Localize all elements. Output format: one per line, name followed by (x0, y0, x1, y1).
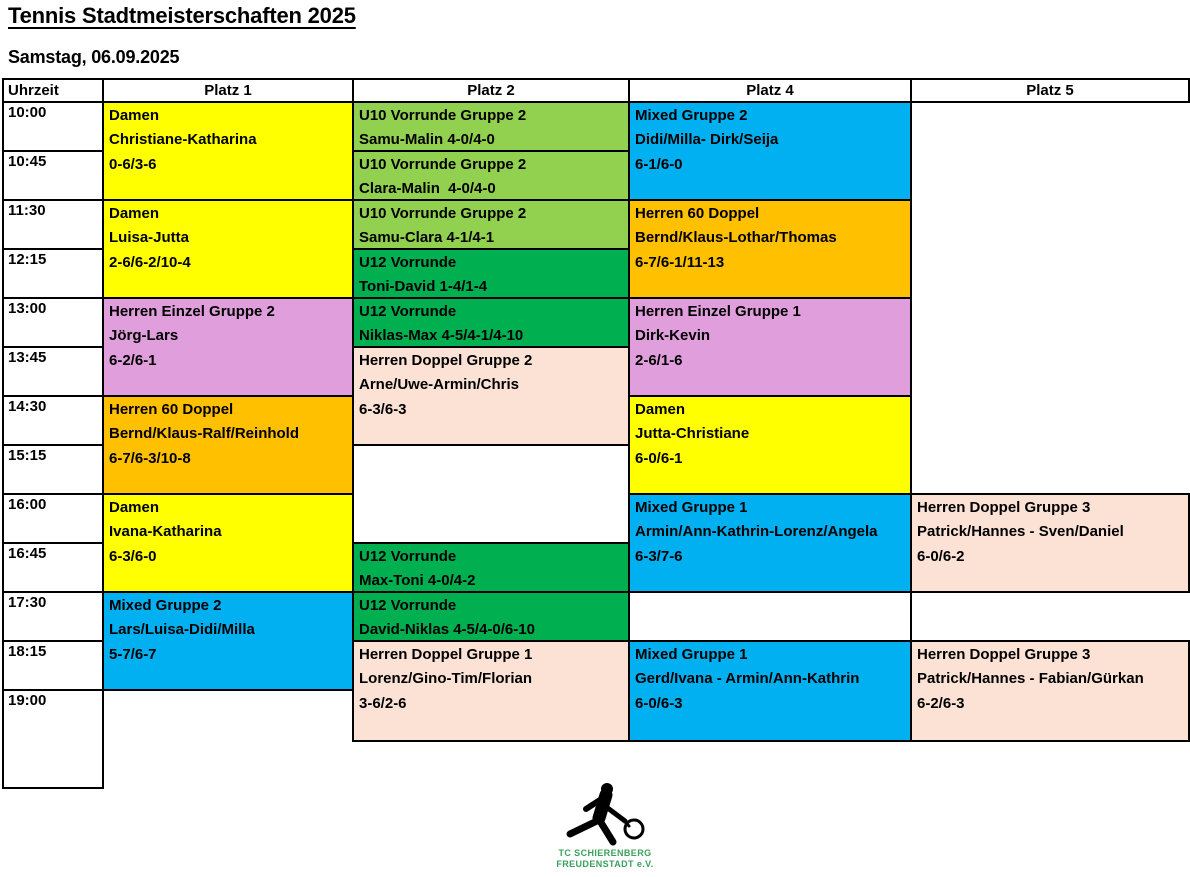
date-heading: Samstag, 06.09.2025 (8, 47, 180, 67)
match-block (102, 591, 354, 691)
match-line: 6-0/6-3 (635, 694, 683, 712)
match-block (352, 640, 630, 742)
club-name-line2: FREUDENSTADT e.V. (556, 859, 654, 869)
club-name-line1: TC SCHIERENBERG (558, 848, 652, 858)
time-cell-12-15: 12:15 (2, 248, 104, 299)
match-block (910, 493, 1190, 593)
time-cell-18-15: 18:15 (2, 640, 104, 691)
match-line: Samu-Clara 4-1/4-1 (359, 229, 495, 247)
time-cell-14-30: 14:30 (2, 395, 104, 446)
match-line: 6-7/6-1/11-13 (635, 253, 725, 271)
empty-cell (352, 444, 630, 544)
match-line: Mixed Gruppe 2 (635, 107, 748, 124)
match-block (628, 199, 912, 299)
match-block (102, 101, 354, 201)
match-line: 2-6/6-2/10-4 (109, 253, 191, 271)
match-line: Damen (109, 205, 160, 222)
match-line: U12 Vorrunde (359, 303, 457, 320)
match-block (352, 150, 630, 201)
match-line: Arne/Uwe-Armin/Chris (359, 376, 520, 394)
column-header-platz4: Platz 4 (628, 78, 912, 103)
match-line: U12 Vorrunde (359, 597, 457, 614)
page-title: Tennis Stadtmeisterschaften 2025 (8, 3, 356, 28)
match-block (352, 199, 630, 250)
time-cell-16-00: 16:00 (2, 493, 104, 544)
match-block (628, 297, 912, 397)
match-line: Damen (635, 401, 686, 418)
match-line: U10 Vorrunde Gruppe 2 (359, 205, 527, 222)
match-line: 6-2/6-3 (917, 694, 965, 712)
match-line: Lars/Luisa-Didi/Milla (109, 621, 255, 639)
match-line: Ivana-Katharina (109, 523, 222, 541)
match-line: Armin/Ann-Kathrin-Lorenz/Angela (635, 523, 878, 541)
match-line: 2-6/1-6 (635, 351, 683, 369)
match-block (352, 542, 630, 593)
match-line: 6-0/6-1 (635, 449, 683, 467)
match-block (628, 101, 912, 201)
time-column-header: Uhrzeit (2, 78, 104, 103)
match-line: Patrick/Hannes - Sven/Daniel (917, 523, 1124, 541)
match-line: 6-3/7-6 (635, 547, 683, 565)
match-line: 5-7/6-7 (109, 645, 157, 663)
match-line: Jutta-Christiane (635, 425, 750, 443)
match-line: Herren Doppel Gruppe 3 (917, 646, 1091, 663)
match-line: Mixed Gruppe 1 (635, 646, 748, 663)
match-block (352, 101, 630, 152)
match-line: U10 Vorrunde Gruppe 2 (359, 107, 527, 124)
match-line: Patrick/Hannes - Fabian/Gürkan (917, 670, 1144, 688)
match-line: Luisa-Jutta (109, 229, 190, 247)
time-cell-17-30: 17:30 (2, 591, 104, 642)
column-header-platz2: Platz 2 (352, 78, 630, 103)
time-cell-13-00: 13:00 (2, 297, 104, 348)
match-line: Herren Doppel Gruppe 3 (917, 499, 1091, 516)
match-line: Christiane-Katharina (109, 131, 257, 149)
time-cell-10-00: 10:00 (2, 101, 104, 152)
match-line: 0-6/3-6 (109, 155, 157, 173)
match-block (628, 493, 912, 593)
match-line: 6-3/6-0 (109, 547, 157, 565)
match-line: Niklas-Max 4-5/4-1/4-10 (359, 327, 524, 345)
match-block (102, 493, 354, 593)
match-line: Samu-Malin 4-0/4-0 (359, 131, 495, 149)
match-line: Didi/Milla- Dirk/Seija (635, 131, 779, 149)
column-header-platz5: Platz 5 (910, 78, 1190, 103)
match-block (352, 591, 630, 642)
match-block (352, 297, 630, 348)
match-line: 6-2/6-1 (109, 351, 157, 369)
match-line: David-Niklas 4-5/4-0/6-10 (359, 621, 535, 639)
match-line: Max-Toni 4-0/4-2 (359, 572, 476, 590)
match-line: 6-0/6-2 (917, 547, 965, 565)
match-line: Herren Doppel Gruppe 2 (359, 352, 533, 369)
match-line: Damen (109, 499, 160, 516)
match-block (102, 297, 354, 397)
match-line: Herren Einzel Gruppe 1 (635, 303, 801, 320)
time-cell-15-15: 15:15 (2, 444, 104, 495)
column-header-platz1: Platz 1 (102, 78, 354, 103)
match-line: Dirk-Kevin (635, 327, 711, 345)
match-line: U10 Vorrunde Gruppe 2 (359, 156, 527, 173)
match-line: Lorenz/Gino-Tim/Florian (359, 670, 533, 688)
empty-cell (628, 591, 912, 642)
match-block (352, 248, 630, 299)
match-block (102, 199, 354, 299)
match-line: Herren 60 Doppel (109, 401, 234, 418)
time-cell-16-45: 16:45 (2, 542, 104, 593)
match-line: 3-6/2-6 (359, 694, 407, 712)
match-line: Bernd/Klaus-Ralf/Reinhold (109, 425, 300, 443)
match-line: Toni-David 1-4/1-4 (359, 278, 488, 296)
match-line: Herren Einzel Gruppe 2 (109, 303, 275, 320)
time-cell-11-30: 11:30 (2, 199, 104, 250)
time-cell-10-45: 10:45 (2, 150, 104, 201)
match-line: Gerd/Ivana - Armin/Ann-Kathrin (635, 670, 860, 688)
match-line: Herren 60 Doppel (635, 205, 760, 222)
match-line: 6-3/6-3 (359, 400, 407, 418)
match-line: Clara-Malin 4-0/4-0 (359, 180, 496, 198)
club-logo (545, 782, 665, 874)
match-line: Mixed Gruppe 1 (635, 499, 748, 516)
tennis-player-icon (553, 782, 657, 848)
match-line: U12 Vorrunde (359, 548, 457, 565)
match-line: Jörg-Lars (109, 327, 179, 345)
match-block (910, 640, 1190, 742)
match-block (628, 395, 912, 495)
match-block (628, 640, 912, 742)
match-line: Herren Doppel Gruppe 1 (359, 646, 533, 663)
match-line: Bernd/Klaus-Lothar/Thomas (635, 229, 837, 247)
match-line: U12 Vorrunde (359, 254, 457, 271)
match-line: Damen (109, 107, 160, 124)
time-cell-13-45: 13:45 (2, 346, 104, 397)
match-block (102, 395, 354, 495)
time-cell-19-00: 19:00 (2, 689, 104, 789)
match-line: Mixed Gruppe 2 (109, 597, 222, 614)
match-block (352, 346, 630, 446)
match-line: 6-7/6-3/10-8 (109, 449, 191, 467)
match-line: 6-1/6-0 (635, 155, 683, 173)
